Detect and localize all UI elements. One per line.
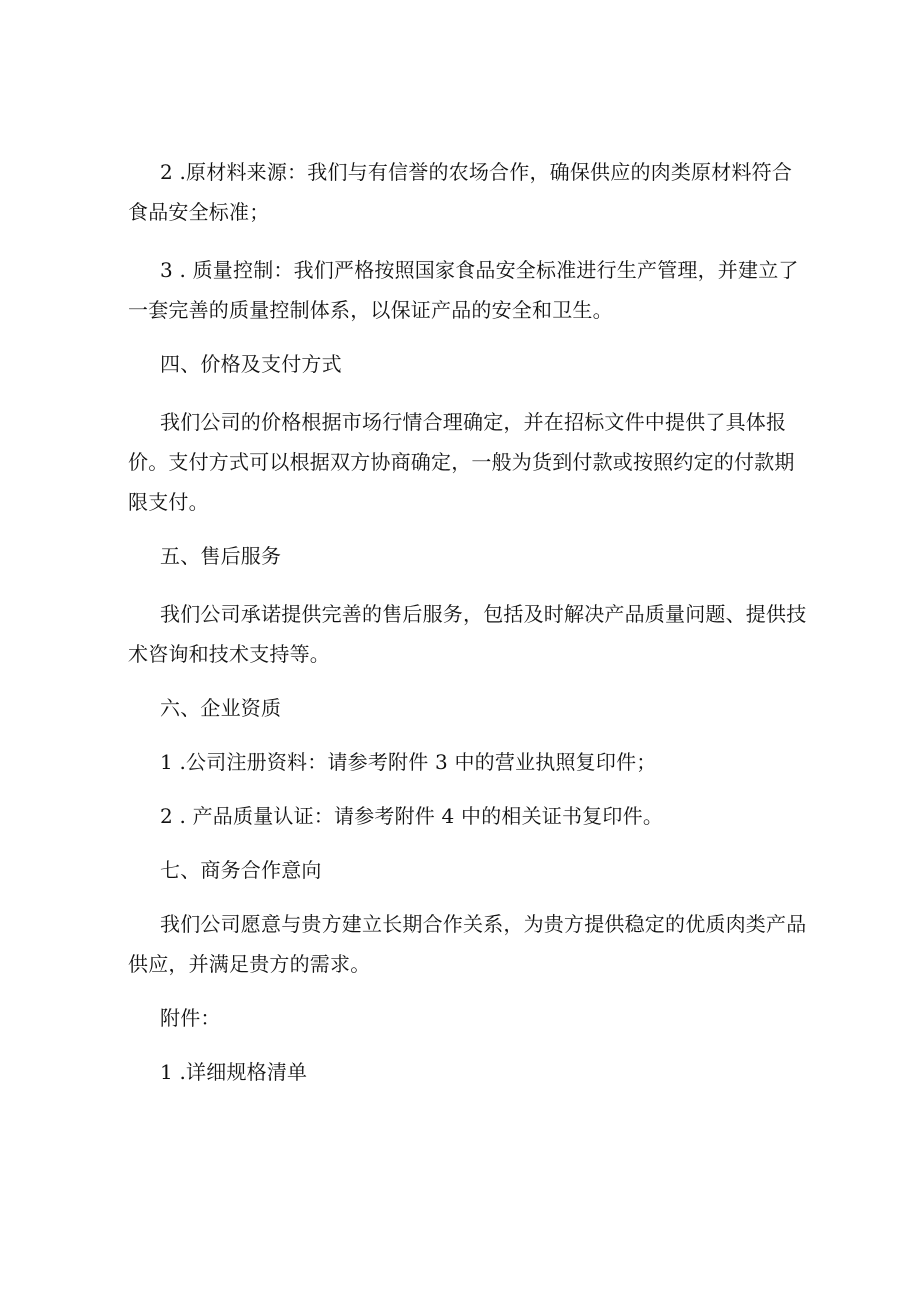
paragraph-cooperation: 我们公司愿意与贵方建立长期合作关系，为贵方提供稳定的优质肉类产品供应，并满足贵方的需求。: [128, 912, 807, 976]
paragraph-quality-control: 3 . 质量控制：我们严格按照国家食品安全标准进行生产管理，并建立了一套完善的质量控制体系，以保证产品的安全和卫生。: [128, 258, 799, 322]
section-heading-qualifications: 六、企业资质: [160, 696, 282, 720]
list-item-company-registration: 1 .公司注册资料：请参考附件 3 中的营业执照复印件；: [160, 750, 657, 774]
section-heading-after-sales: 五、售后服务: [160, 544, 282, 568]
section-heading-price-payment: 四、价格及支付方式: [160, 352, 342, 376]
paragraph-after-sales: 我们公司承诺提供完善的售后服务，包括及时解决产品质量问题、提供技术咨询和技术支持等。: [128, 602, 807, 666]
paragraph-price-payment: 我们公司的价格根据市场行情合理确定，并在招标文件中提供了具体报价。支付方式可以根据双方协商确定，一般为货到付款或按照约定的付款期限支付。: [128, 410, 795, 514]
list-item-quality-certification: 2 . 产品质量认证：请参考附件 4 中的相关证书复印件。: [160, 804, 664, 828]
paragraph-raw-material-source: 2 .原材料来源：我们与有信誉的农场合作，确保供应的肉类原材料符合食品安全标准；: [128, 160, 793, 224]
attachment-heading: 附件：: [160, 1006, 221, 1030]
section-heading-cooperation: 七、商务合作意向: [160, 858, 322, 882]
document-body: [128, 152, 808, 1092]
attachment-item-spec-list: 1 .详细规格清单: [160, 1060, 308, 1084]
